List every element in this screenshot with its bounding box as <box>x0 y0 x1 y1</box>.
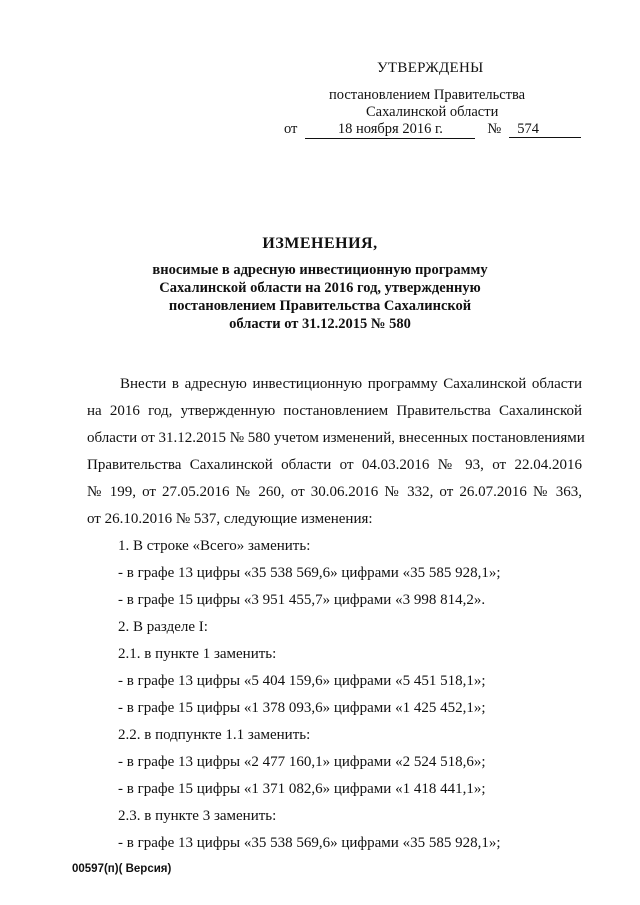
approval-date: 18 ноября 2016 г. <box>305 121 475 139</box>
intro-line-1: Внести в адресную инвестиционную программу Сахалинской области <box>120 376 582 392</box>
approval-date-number-line <box>284 121 581 139</box>
document-code: 00597(п)( Версия) <box>72 863 172 875</box>
list-item: 1. В строке «Всего» заменить: <box>118 538 311 554</box>
intro-line-6: от 26.10.2016 № 537, следующие изменения: <box>87 511 373 527</box>
intro-line-5: № 199, от 27.05.2016 № 260, от 30.06.2016 № 332, от 26.07.2016 № 363, <box>87 484 582 500</box>
approval-line-1: постановлением Правительства <box>329 87 526 103</box>
list-item: - в графе 13 цифры «2 477 160,1» цифрами «2 524 518,6»; <box>118 754 486 770</box>
list-item: - в графе 13 цифры «5 404 159,6» цифрами «5 451 518,1»; <box>118 673 486 689</box>
intro-line-4: Правительства Сахалинской области от 04.03.2016 № 93, от 22.04.2016 <box>87 457 582 473</box>
from-label: от <box>284 121 298 137</box>
subtitle-line-3: постановлением Правительства Сахалинской <box>168 298 472 314</box>
approval-number: 574 <box>509 121 581 138</box>
list-item: - в графе 13 цифры «35 538 569,6» цифрами «35 585 928,1»; <box>118 835 501 851</box>
approval-title: УТВЕРЖДЕНЫ <box>377 60 484 76</box>
list-item: - в графе 15 цифры «1 378 093,6» цифрами «1 425 452,1»; <box>118 700 486 716</box>
list-item: - в графе 15 цифры «1 371 082,6» цифрами «1 418 441,1»; <box>118 781 486 797</box>
intro-line-2: на 2016 год, утвержденную постановлением Правительства Сахалинской <box>87 403 582 419</box>
number-label: № <box>487 121 502 137</box>
list-item: 2.1. в пункте 1 заменить: <box>118 646 277 662</box>
subtitle-line-1: вносимые в адресную инвестиционную программу <box>152 262 488 278</box>
list-item: 2. В разделе I: <box>118 619 208 635</box>
list-item: 2.3. в пункте 3 заменить: <box>118 808 277 824</box>
approval-line-2: Сахалинской области <box>366 104 499 120</box>
document-title: ИЗМЕНЕНИЯ, <box>262 235 378 252</box>
list-item: 2.2. в подпункте 1.1 заменить: <box>118 727 311 743</box>
list-item: - в графе 13 цифры «35 538 569,6» цифрами «35 585 928,1»; <box>118 565 501 581</box>
subtitle-line-2: Сахалинской области на 2016 год, утвержденную <box>159 280 481 296</box>
subtitle-line-4: области от 31.12.2015 № 580 <box>229 316 411 332</box>
list-item: - в графе 15 цифры «3 951 455,7» цифрами «3 998 814,2». <box>118 592 486 608</box>
intro-line-3: области от 31.12.2015 № 580 учетом изменений, внесенных постановлениями <box>87 430 585 446</box>
